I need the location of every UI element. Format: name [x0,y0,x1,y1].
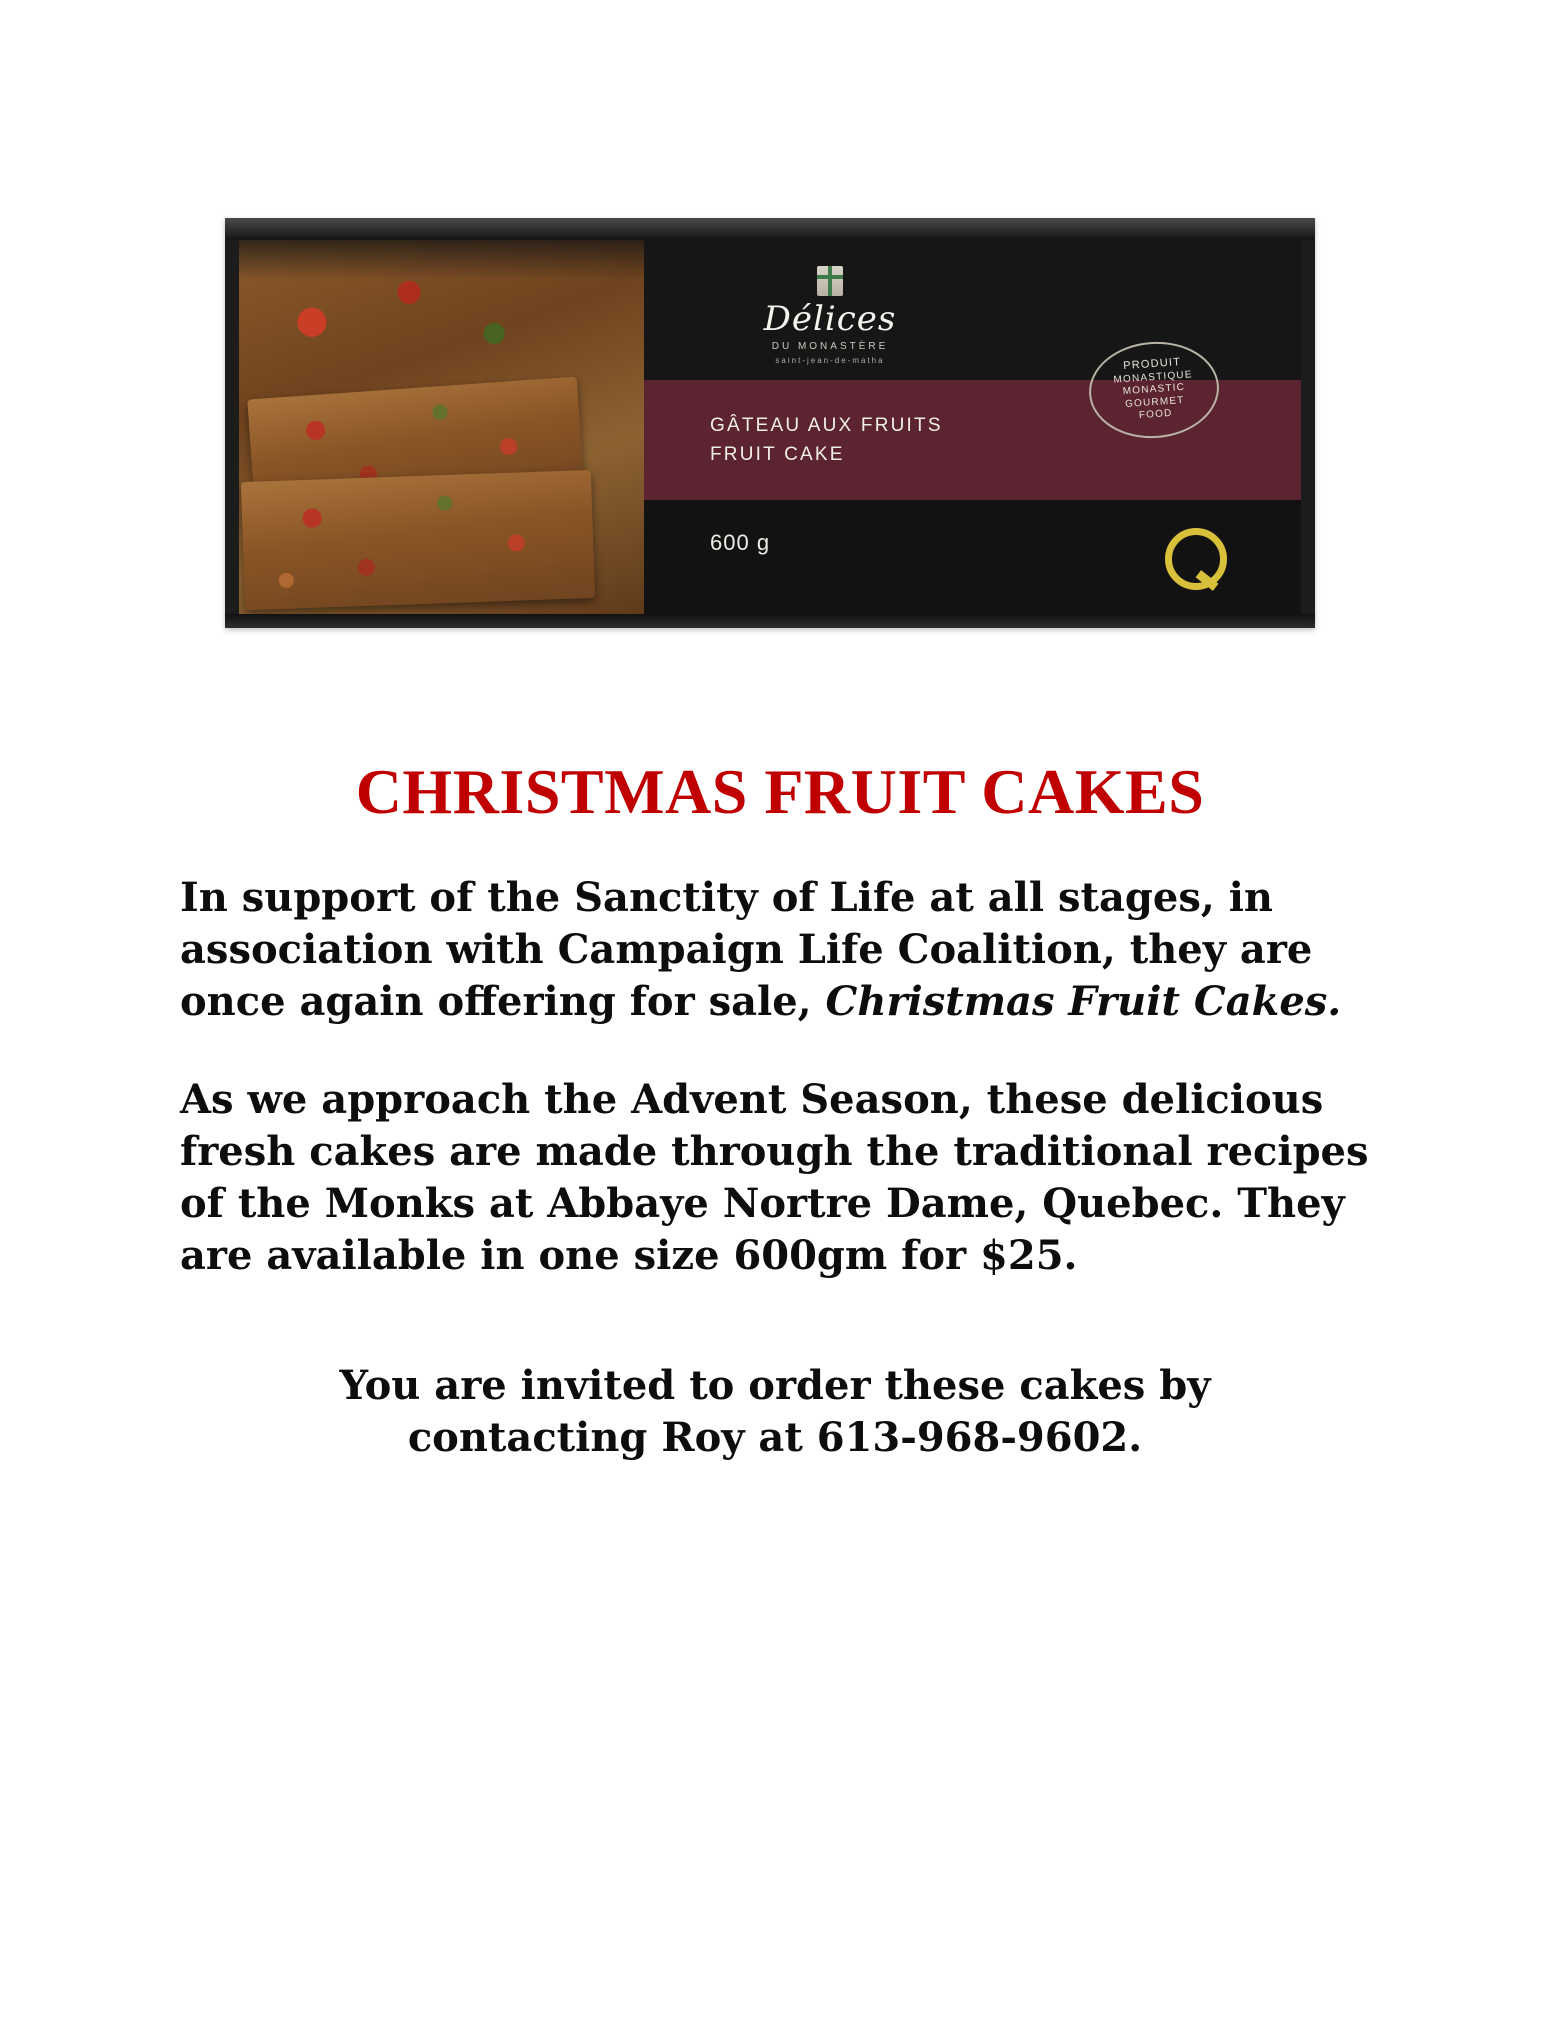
intro-lead-text: In support of the Sanctity of Life at all stages, in association with Campaign Life Coalition, they are once again offering for sale, [180,874,1313,1025]
paragraph-intro [180,872,1370,1028]
product-name-en: FRUIT CAKE [710,443,845,465]
box-bottom-edge [225,614,1315,628]
product-box [225,218,1315,628]
body-copy [180,872,1370,1464]
seal-line-5: FOOD [1138,408,1173,422]
cake-slice-bottom [241,470,595,610]
seal-line-3: MONASTIC [1122,382,1186,398]
paragraph-call-to-action: You are invited to order these cakes by contacting Roy at 613-968-9602. [339,1362,1211,1461]
photo-shadow-overlay [239,240,644,280]
intro-emphasis-text: Christmas Fruit Cakes. [825,978,1342,1025]
box-top-edge [225,218,1315,240]
product-weight: 600 g [710,530,771,555]
brand-name: Délices [763,299,897,339]
product-name-fr: GÂTEAU AUX FRUITS [710,415,943,436]
brand-block [710,266,950,365]
paragraph-description: As we approach the Advent Season, these delicious fresh cakes are made through the traditional recipes of the Monks at Abbaye Nortre Dame, Quebec. They are available in one size 600gm for $25. [180,1076,1369,1279]
seal-line-1: PRODUIT [1122,356,1182,373]
product-name-block [710,412,943,469]
brand-subtitle-location: saint-jean-de-matha [775,356,885,365]
box-label-panel [644,240,1301,614]
page-title: CHRISTMAS FRUIT CAKES [355,755,1205,827]
product-image [225,218,1315,628]
gift-box-logo-icon [817,266,843,296]
seal-line-4: GOURMET [1124,394,1185,410]
brand-subtitle-monastery: DU MONASTÈRE [771,341,889,352]
seal-line-2: MONASTIQUE [1113,369,1194,386]
box-photo-panel [239,240,644,614]
quebec-certification-icon [1165,528,1227,590]
